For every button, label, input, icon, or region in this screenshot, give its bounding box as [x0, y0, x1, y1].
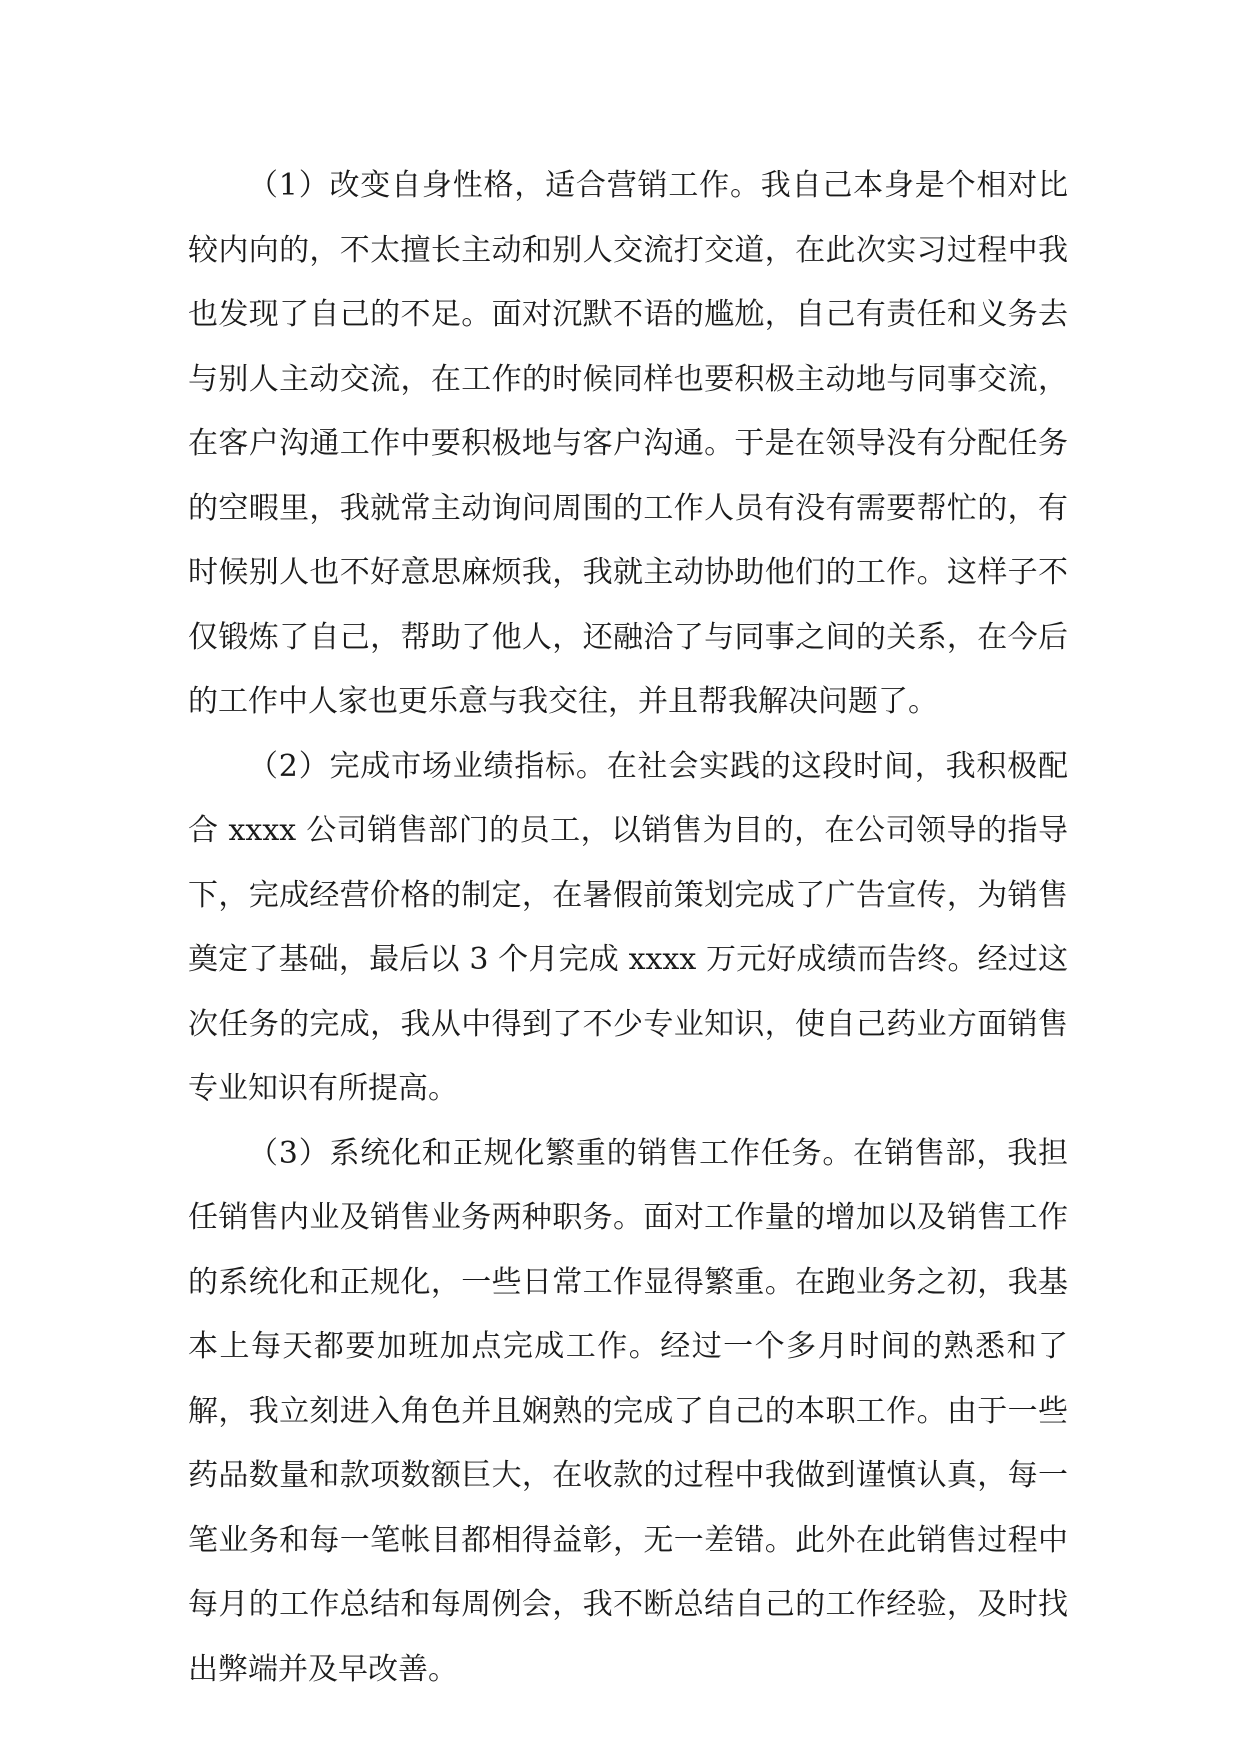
document-body	[188, 154, 1068, 1702]
paragraph-2: （2）完成市场业绩指标。在社会实践的这段时间，我积极配合 xxxx 公司销售部门的员工，以销售为目的，在公司领导的指导下，完成经营价格的制定，在暑假前策划完成了广告宣传，为销售奠定了基础，最后以 3 个月完成 xxxx 万元好成绩而告终。经过这次任务的完成，我从中得到了不少专业知识，使自己药业方面销售专业知识有所提高。	[188, 748, 1068, 1106]
paragraph-1: （1）改变自身性格，适合营销工作。我自己本身是个相对比较内向的，不太擅长主动和别人交流打交道，在此次实习过程中我也发现了自己的不足。面对沉默不语的尴尬，自己有责任和义务去与别人主动交流，在工作的时候同样也要积极主动地与同事交流，在客户沟通工作中要积极地与客户沟通。于是在领导没有分配任务的空暇里，我就常主动询问周围的工作人员有没有需要帮忙的，有时候别人也不好意思麻烦我，我就主动协助他们的工作。这样子不仅锻炼了自己，帮助了他人，还融洽了与同事之间的关系，在今后的工作中人家也更乐意与我交往，并且帮我解决问题了。	[188, 168, 1068, 719]
paragraph-3: （3）系统化和正规化繁重的销售工作任务。在销售部，我担任销售内业及销售业务两种职务。面对工作量的增加以及销售工作的系统化和正规化，一些日常工作显得繁重。在跑业务之初，我基本上每天都要加班加点完成工作。经过一个多月时间的熟悉和了解，我立刻进入角色并且娴熟的完成了自己的本职工作。由于一些药品数量和款项数额巨大，在收款的过程中我做到谨慎认真，每一笔业务和每一笔帐目都相得益彰，无一差错。此外在此销售过程中每月的工作总结和每周例会，我不断总结自己的工作经验，及时找出弊端并及早改善。	[188, 1135, 1068, 1687]
